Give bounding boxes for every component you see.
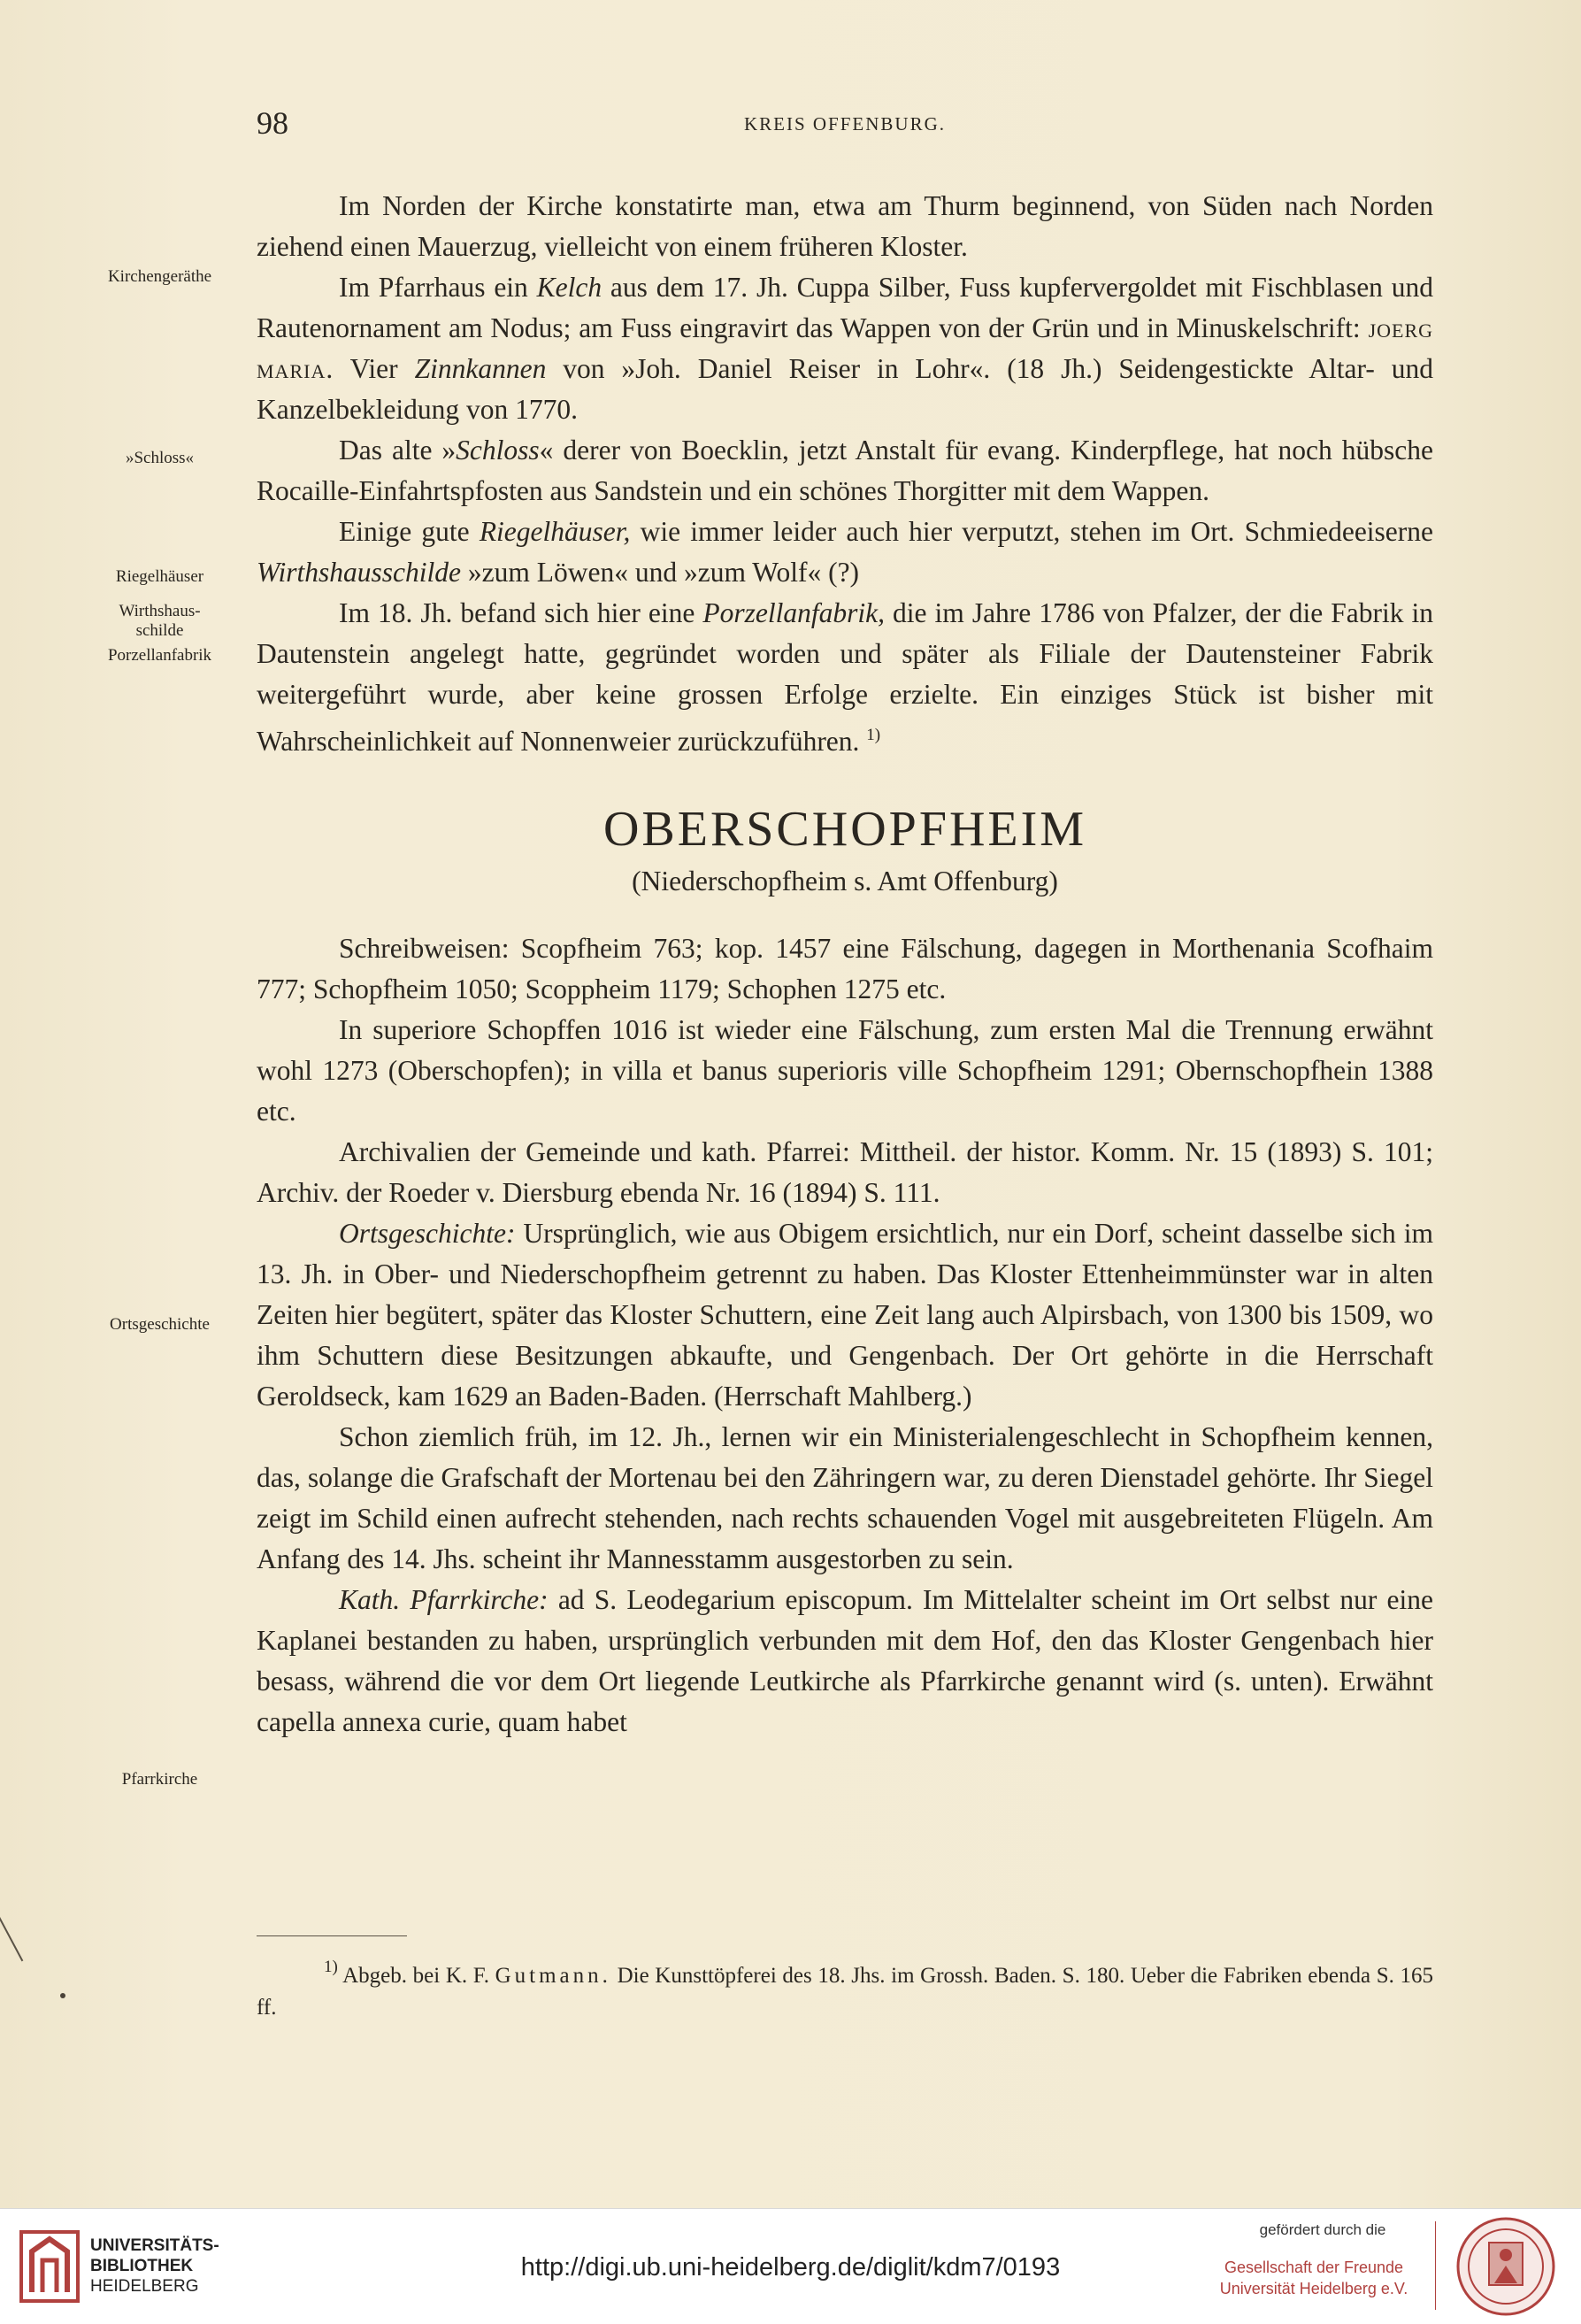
society-name-line2: Universität Heidelberg e.V.: [1219, 2280, 1408, 2297]
footnote-divider: [257, 1935, 407, 1936]
text-run: »zum Löwen« und »zum Wolf« (?): [467, 557, 860, 588]
italic-term: Ortsgeschichte:: [339, 1218, 516, 1249]
margin-note-pfarrkirche: Pfarrkirche: [121, 1770, 198, 1789]
library-name-line1: UNIVERSITÄTS-: [90, 2236, 219, 2255]
permalink-url[interactable]: http://digi.ub.uni-heidelberg.de/diglit/kdm7/0193: [520, 2253, 1061, 2282]
library-name-line3: HEIDELBERG: [90, 2277, 199, 2296]
paragraph: [257, 1580, 1433, 1743]
italic-term: Wirthshausschilde: [257, 557, 462, 588]
margin-note-wirthshausschilde: [51, 602, 268, 641]
italic-term: Riegelhäuser,: [479, 516, 631, 547]
paragraph: [257, 1132, 1433, 1213]
footnote-author: Gutmann.: [495, 1964, 611, 1988]
margin-note-wirthshausschilde-line1: Wirthshaus-: [119, 602, 201, 620]
paragraph-text: ad S. Leodegarium episcopum. Im Mittelalter scheint im Ort selbst nur eine Kaplanei bestanden zu haben, ursprünglich verbunden mit dem Hof, den das Kloster Gengenbach hier besass, während die vor dem Ort liegende Leutkirche als Pfarrkirche genannt wird (s. unten). Erwähnt capella annexa curie, quam habet: [257, 1584, 1434, 1737]
scan-pencil-mark: [0, 1906, 23, 1962]
paragraph-text: Ursprünglich, wie aus Obigem ersichtlich, nur ein Dorf, scheint dasselbe sich im 13. Jh. in Ober- und Niederschopfheim getrennt zu haben. Das Kloster Ettenheimmünster war in alten Zeiten hier begütert, später das Kloster Schuttern, eine Zeit lang auch Alpirsbach, von 1300 bis 1509, wo ihm Schuttern diese Besitzungen abkaufte, und Gengenbach. Der Ort gehörte in die Herrschaft Geroldseck, kam 1629 an Baden-Baden. (Herrschaft Mahlberg.): [257, 1218, 1434, 1412]
paragraph-text: Archivalien der Gemeinde und kath. Pfarrei: Mittheil. der histor. Komm. Nr. 15 (1893) S. 101; Archiv. der Roeder v. Diersburg ebenda Nr. 16 (1894) S. 111.: [257, 1136, 1433, 1208]
section-subtitle: (Niederschopfheim s. Amt Offenburg): [632, 866, 1058, 897]
paragraph-text: In superiore Schopffen 1016 ist wieder eine Fälschung, zum ersten Mal die Trennung erwähnt wohl 1273 (Oberschopfen); in villa et banus superioris ville Schopfheim 1291; Obernschopfhein 1388 etc.: [257, 1014, 1433, 1127]
running-title: KREIS OFFENBURG.: [743, 113, 947, 135]
margin-note-porzellanfabrik: Porzellanfabrik: [107, 646, 212, 665]
paragraph-text: Schreibweisen: Scopfheim 763; kop. 1457 eine Fälschung, dagegen in Morthenania Scofhaim 777; Schopfheim 1050; Scoppheim 1179; Schophen 1275 etc.: [257, 933, 1433, 1004]
section-title: OBERSCHOPFHEIM: [602, 802, 1087, 857]
paragraph-text: Im Norden der Kirche konstatirte man, etwa am Thurm beginnend, von Süden nach Norden ziehend einen Mauerzug, vielleicht von einem früheren Kloster.: [257, 190, 1433, 262]
text-run: aus dem 17. Jh. Cuppa Silber, Fuss kupfervergoldet mit Fischblasen und Rautenornament am Nodus; am Fuss eingravirt das Wappen von der Grün und in Minuskelschrift:: [257, 272, 1433, 343]
text-run: Die Kunsttöpferei des 18. Jhs. im Grossh. Baden. S. 180. Ueber die Fabriken ebenda S. 165 ff.: [257, 1964, 1434, 2020]
text-run: Einige gute: [339, 516, 470, 547]
margin-note-schloss: »Schloss«: [125, 449, 195, 467]
italic-term: Schloss: [456, 435, 540, 466]
footnote: [257, 1951, 1433, 2024]
society-name-line1: Gesellschaft der Freunde: [1224, 2259, 1404, 2276]
paragraph: [257, 186, 1433, 267]
text-run: Vier: [349, 353, 398, 384]
paragraph: [257, 512, 1433, 593]
university-seal-icon: [1455, 2216, 1556, 2317]
society-name: [1199, 2257, 1429, 2299]
paragraph: [257, 1417, 1433, 1580]
margin-note-kirchengeraethe: Kirchengeräthe: [107, 267, 212, 286]
page-number: 98: [257, 105, 288, 141]
digitization-footer: [0, 2208, 1581, 2324]
footnote-marker: 1): [866, 726, 881, 744]
paragraph-text: Schon ziemlich früh, im 12. Jh., lernen wir ein Ministerialengeschlecht in Schopfheim kennen, das, solange die Grafschaft der Mortenau bei den Zähringern war, zu deren Dienstadel gehörte. Ihr Siegel zeigt im Schild einen aufrecht stehenden, nach rechts schauenden Vogel mit ausgebreiteten Flügeln. Am Anfang des 14. Jhs. scheint ihr Mannesstamm ausgestorben zu sein.: [257, 1421, 1433, 1574]
paragraph: [257, 267, 1433, 430]
text-run: Abgeb. bei K. F.: [342, 1964, 489, 1988]
margin-note-wirthshausschilde-line2: schilde: [135, 621, 184, 640]
italic-term: Zinnkannen: [414, 353, 547, 384]
text-run: Das alte »: [339, 435, 457, 466]
text-run: Im 18. Jh. befand sich hier eine: [339, 597, 695, 628]
text-run: « derer von Boecklin, jetzt Anstalt für evang. Kinderpflege, hat noch hübsche Rocaille-Einfahrtspfosten aus Sandstein und ein schönes Thorgitter mit dem Wappen.: [257, 435, 1433, 506]
paragraph: [257, 593, 1433, 762]
paragraph: [257, 1010, 1433, 1132]
scan-dot-mark: [60, 1993, 65, 1998]
italic-term: Kath. Pfarrkirche:: [339, 1584, 549, 1615]
margin-note-ortsgeschichte: Ortsgeschichte: [110, 1315, 210, 1334]
body-text: [257, 186, 1433, 1743]
footnote-marker: 1): [324, 1958, 338, 1976]
text-run: die im Jahre 1786 von Pfalzer, der die Fabrik in Dautenstein angelegt hatte, gegründet worden und später als Filiale der Dautensteiner Fabrik weitergeführt wurde, aber keine grossen Erfolge erzielte. Ein einziges Stück ist bisher mit Wahrscheinlichkeit auf Nonnenweier zurückzuführen.: [257, 597, 1433, 757]
paragraph: [257, 430, 1433, 512]
funded-by-label: gefördert durch die: [1259, 2221, 1386, 2238]
footer-divider: [1435, 2221, 1436, 2310]
italic-term: Kelch: [536, 272, 602, 303]
footnotes: [257, 1951, 1433, 2024]
paragraph: [257, 1213, 1433, 1417]
text-run: wie immer leider auch hier verputzt, stehen im Ort. Schmiedeeiserne: [640, 516, 1434, 547]
inscription: joerg maria.: [257, 312, 1434, 384]
text-run: Im Pfarrhaus ein: [339, 272, 528, 303]
text-run: von »Joh. Daniel Reiser in Lohr«. (18 Jh.) Seidengestickte Altar- und Kanzelbekleidung von 1770.: [257, 353, 1434, 425]
page-header: [257, 104, 1433, 149]
library-name-line2: BIBLIOTHEK: [90, 2257, 194, 2275]
paragraph: [257, 928, 1433, 1010]
margin-note-riegelhaeuser: Riegelhäuser: [115, 567, 204, 586]
italic-term: Porzellanfabrik,: [702, 597, 885, 628]
